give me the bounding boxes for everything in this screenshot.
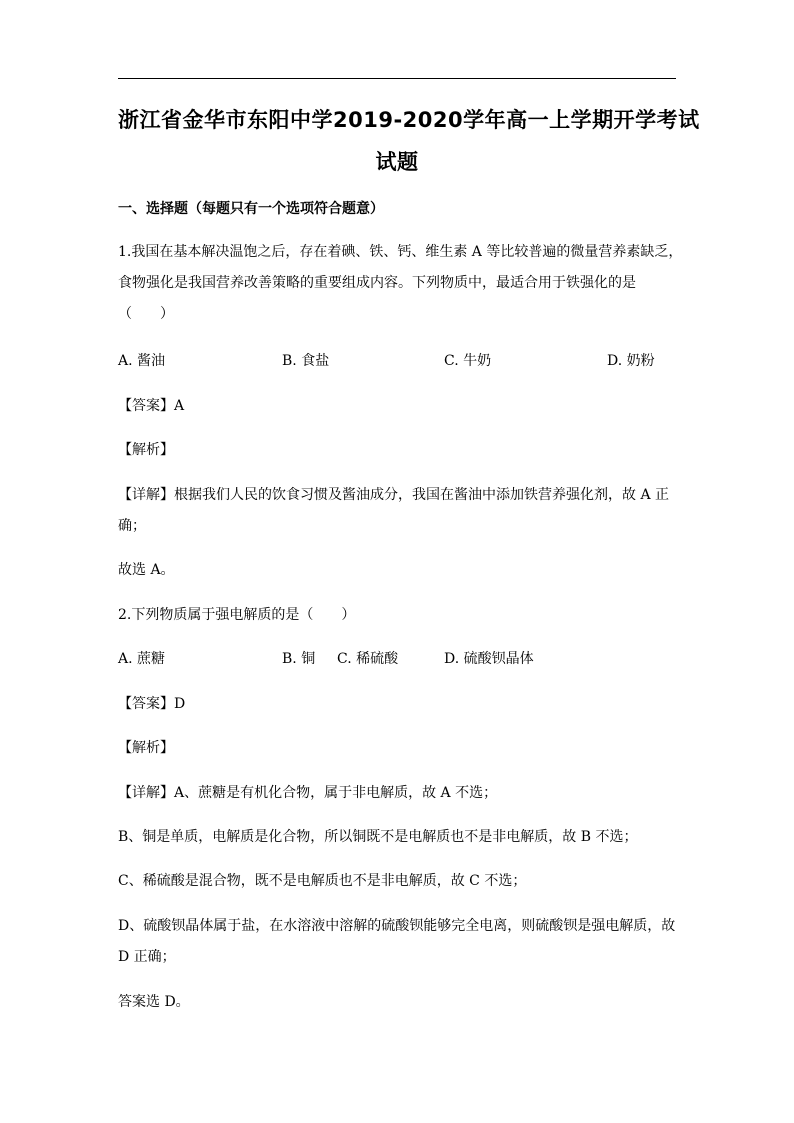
header-rule (118, 78, 676, 79)
q1-detail-line2: 确； (118, 518, 146, 534)
doc-title-line1: 浙江省金华市东阳中学2019-2020学年高一上学期开学考试 (118, 108, 700, 132)
q2-detail-line5: D 正确； (118, 949, 176, 965)
q2-answer: 【答案】D (118, 696, 186, 712)
q2-option-c: C. 稀硫酸 (337, 651, 399, 667)
q1-option-d: D. 奶粉 (607, 353, 655, 369)
doc-title-line2: 试题 (375, 150, 419, 174)
q2-conclusion: 答案选 D。 (118, 994, 190, 1010)
q2-option-a: A. 蔗糖 (118, 651, 166, 667)
q1-option-b: B. 食盐 (282, 353, 330, 369)
q1-stem-line1: 1.我国在基本解决温饱之后，存在着碘、铁、钙、维生素 A 等比较普遍的微量营养素缺乏， (118, 244, 683, 260)
q1-stem-line3: （ ） (118, 306, 174, 322)
q1-detail-line1: 【详解】根据我们人民的饮食习惯及酱油成分，我国在酱油中添加铁营养强化剂，故 A 正 (118, 487, 670, 503)
q1-option-c: C. 牛奶 (444, 353, 492, 369)
section-heading: 一、选择题（每题只有一个选项符合题意） (118, 201, 384, 217)
q2-detail-line1: 【详解】A、蔗糖是有机化合物，属于非电解质，故 A 不选； (118, 785, 498, 801)
q1-answer: 【答案】A (118, 398, 185, 414)
q1-option-a: A. 酱油 (118, 353, 166, 369)
q1-analysis-label: 【解析】 (118, 442, 174, 458)
q2-analysis-label: 【解析】 (118, 740, 174, 756)
q1-stem-line2: 食物强化是我国营养改善策略的重要组成内容。下列物质中，最适合用于铁强化的是 (118, 275, 636, 291)
q2-option-d: D. 硫酸钡晶体 (444, 651, 534, 667)
q2-detail-line3: C、稀硫酸是混合物，既不是电解质也不是非电解质，故 C 不选； (118, 873, 527, 889)
q2-detail-line4: D、硫酸钡晶体属于盐，在水溶液中溶解的硫酸钡能够完全电离，则硫酸钡是强电解质，故 (118, 918, 676, 934)
q1-conclusion: 故选 A。 (118, 562, 175, 578)
q2-stem: 2.下列物质属于强电解质的是（ ） (118, 607, 356, 623)
q2-option-b: B. 铜 (282, 651, 316, 667)
q2-detail-line2: B、铜是单质，电解质是化合物，所以铜既不是电解质也不是非电解质，故 B 不选； (118, 829, 638, 845)
